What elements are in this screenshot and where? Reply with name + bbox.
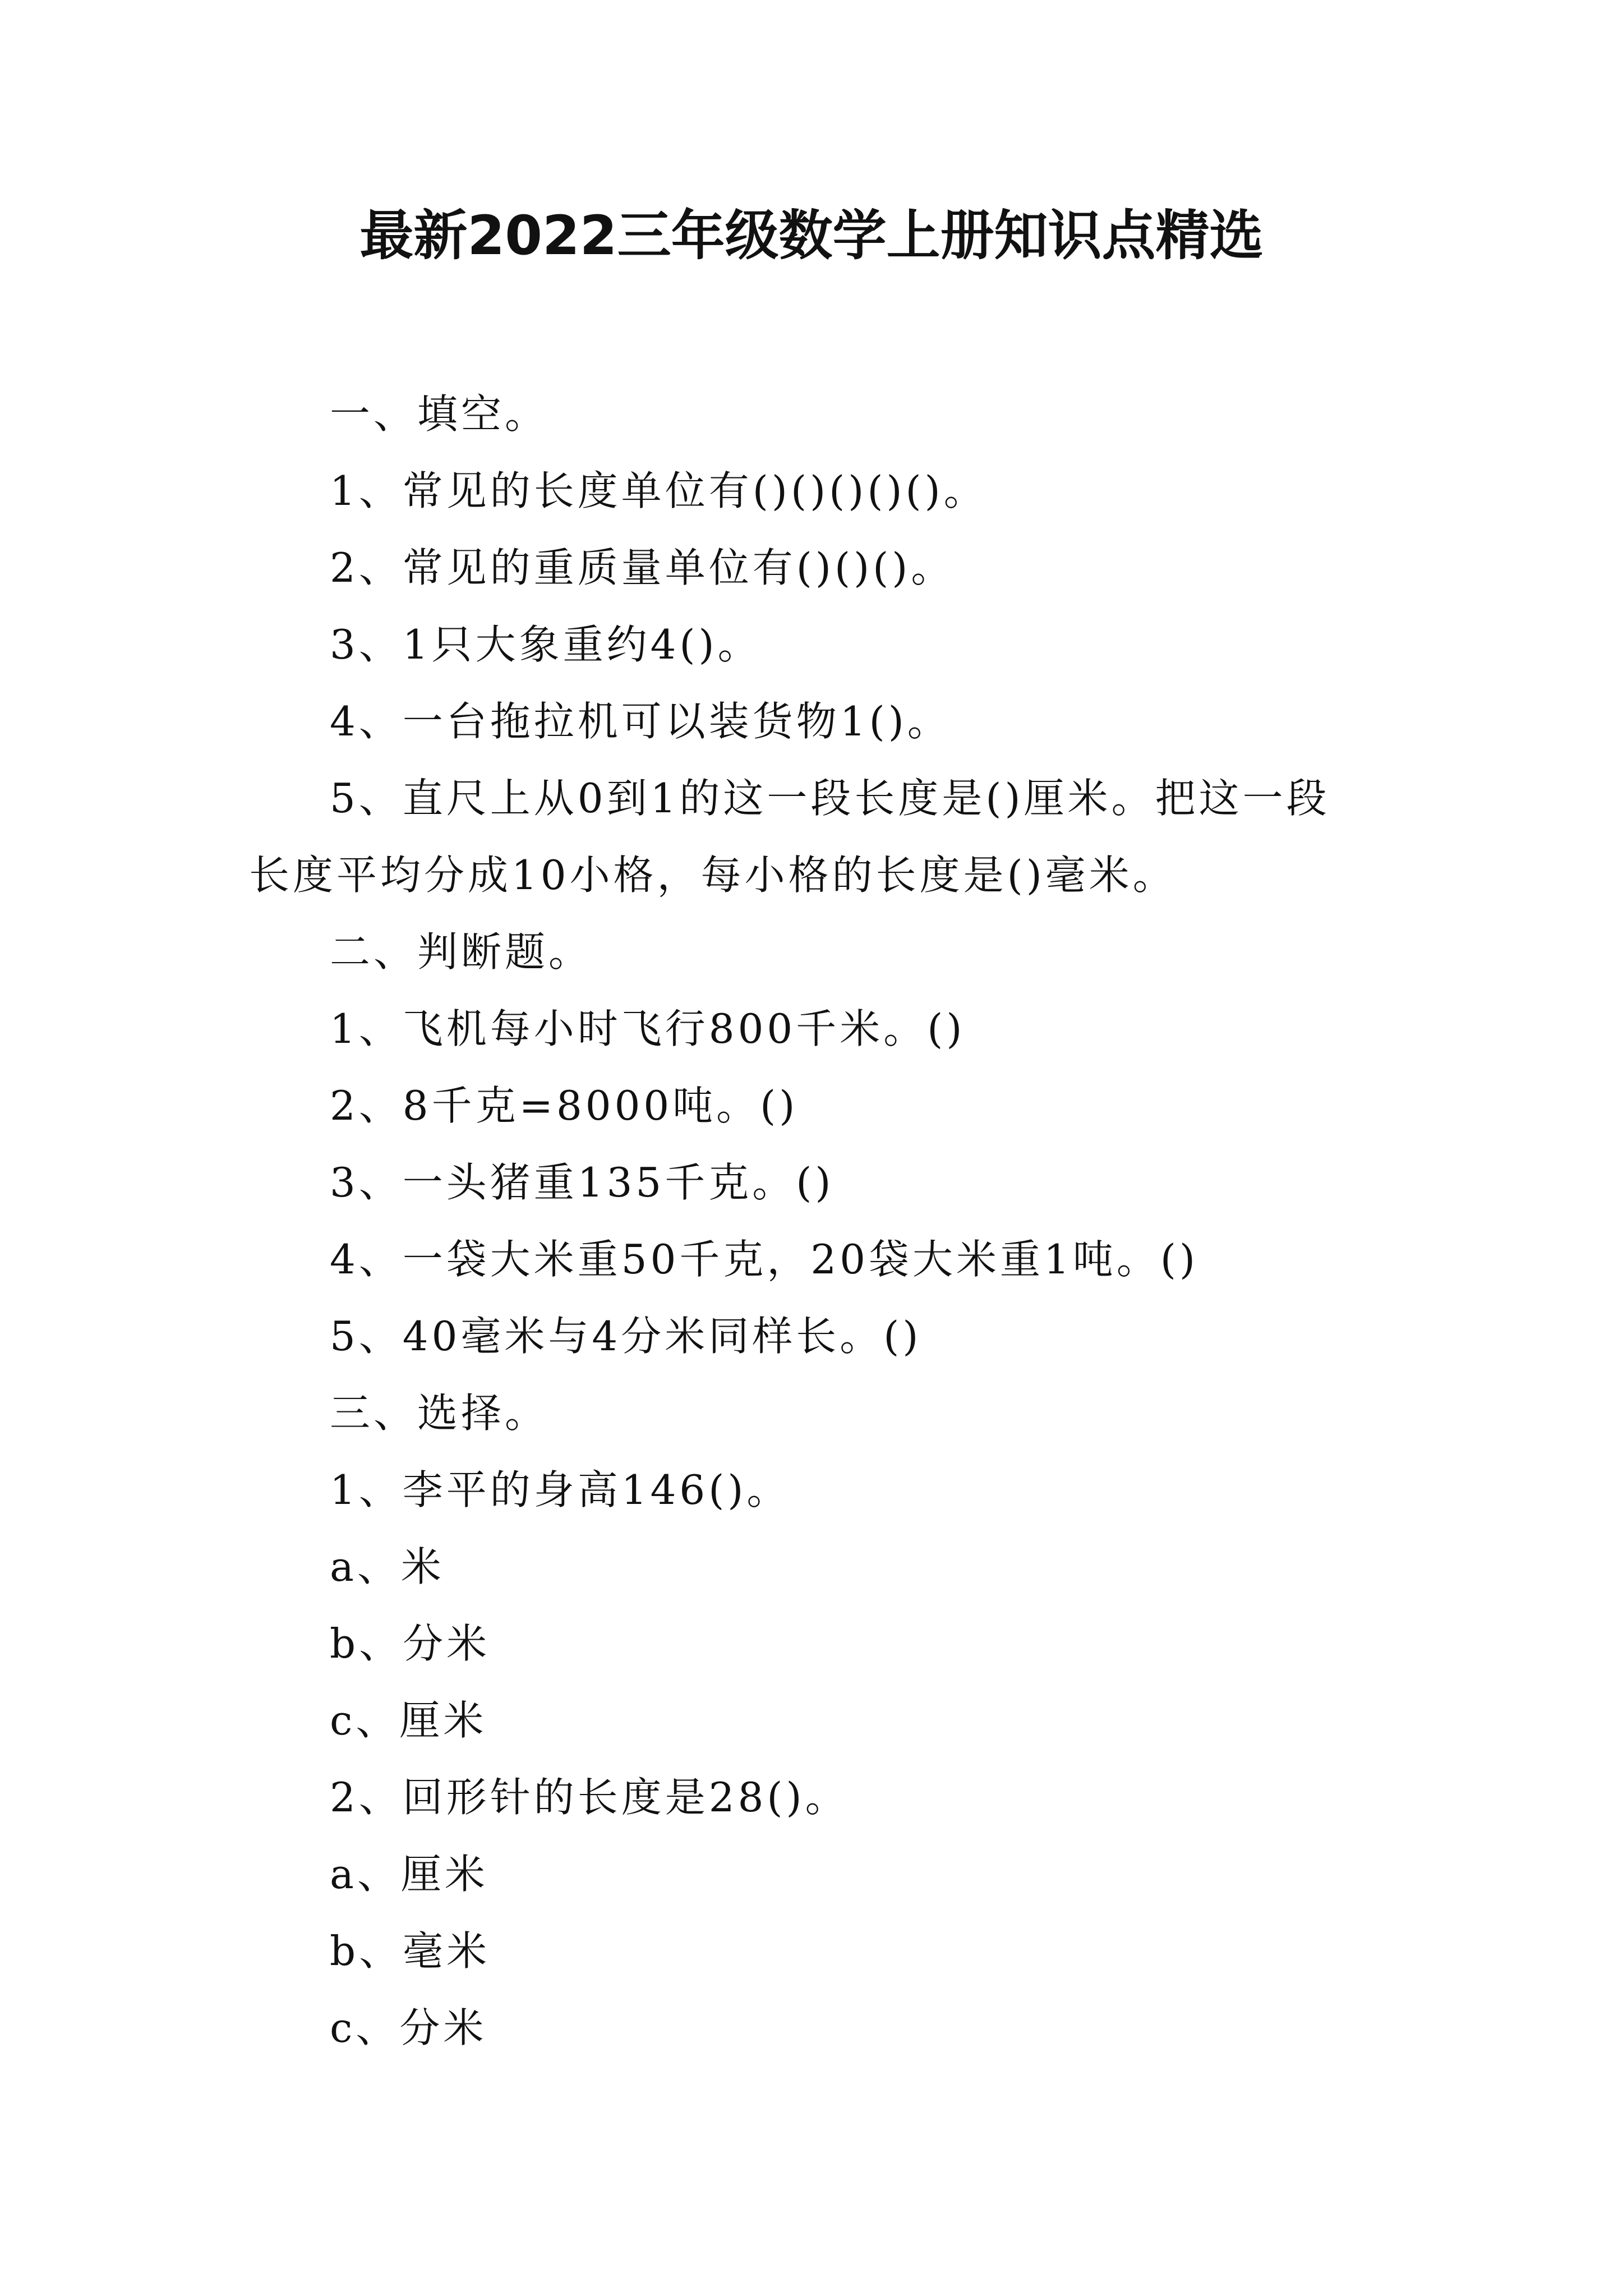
question-text: 5、40毫米与4分米同样长。() [330,1313,922,1360]
question-text: 1、常见的长度单位有()()()()()。 [330,467,988,514]
section-heading-choice: 三、选择。 [330,1389,549,1437]
question-text: 2、8千克=8000吨。() [330,1082,799,1129]
question-text: 3、一头猪重135千克。() [330,1159,834,1206]
question-text: 3、1只大象重约4()。 [330,621,762,668]
choice-option: b、毫米 [330,1927,491,1975]
question-text-continued: 长度平均分成10小格，每小格的长度是()毫米。 [249,852,1177,899]
choice-option: a、厘米 [330,1851,488,1898]
choice-option: b、分米 [330,1620,491,1667]
choice-option: c、厘米 [330,1697,487,1744]
section-heading-fill-in: 一、填空。 [330,390,549,438]
question-text: 1、飞机每小时飞行800千米。() [330,1005,966,1052]
question-text: 4、一袋大米重50千克，20袋大米重1吨。() [330,1236,1199,1283]
document-title: 最新2022三年级数学上册知识点精选 [359,204,1264,267]
section-heading-true-false: 二、判断题。 [330,928,593,976]
question-text: 5、直尺上从0到1的这一段长度是()厘米。把这一段 [330,775,1330,822]
question-text: 2、常见的重质量单位有()()()。 [330,544,955,591]
choice-option: c、分米 [330,2004,487,2051]
question-text: 4、一台拖拉机可以装货物1()。 [330,698,951,745]
question-text: 2、回形针的长度是28()。 [330,1774,849,1821]
choice-option: a、米 [330,1543,445,1590]
question-text: 1、李平的身高146()。 [330,1466,791,1513]
